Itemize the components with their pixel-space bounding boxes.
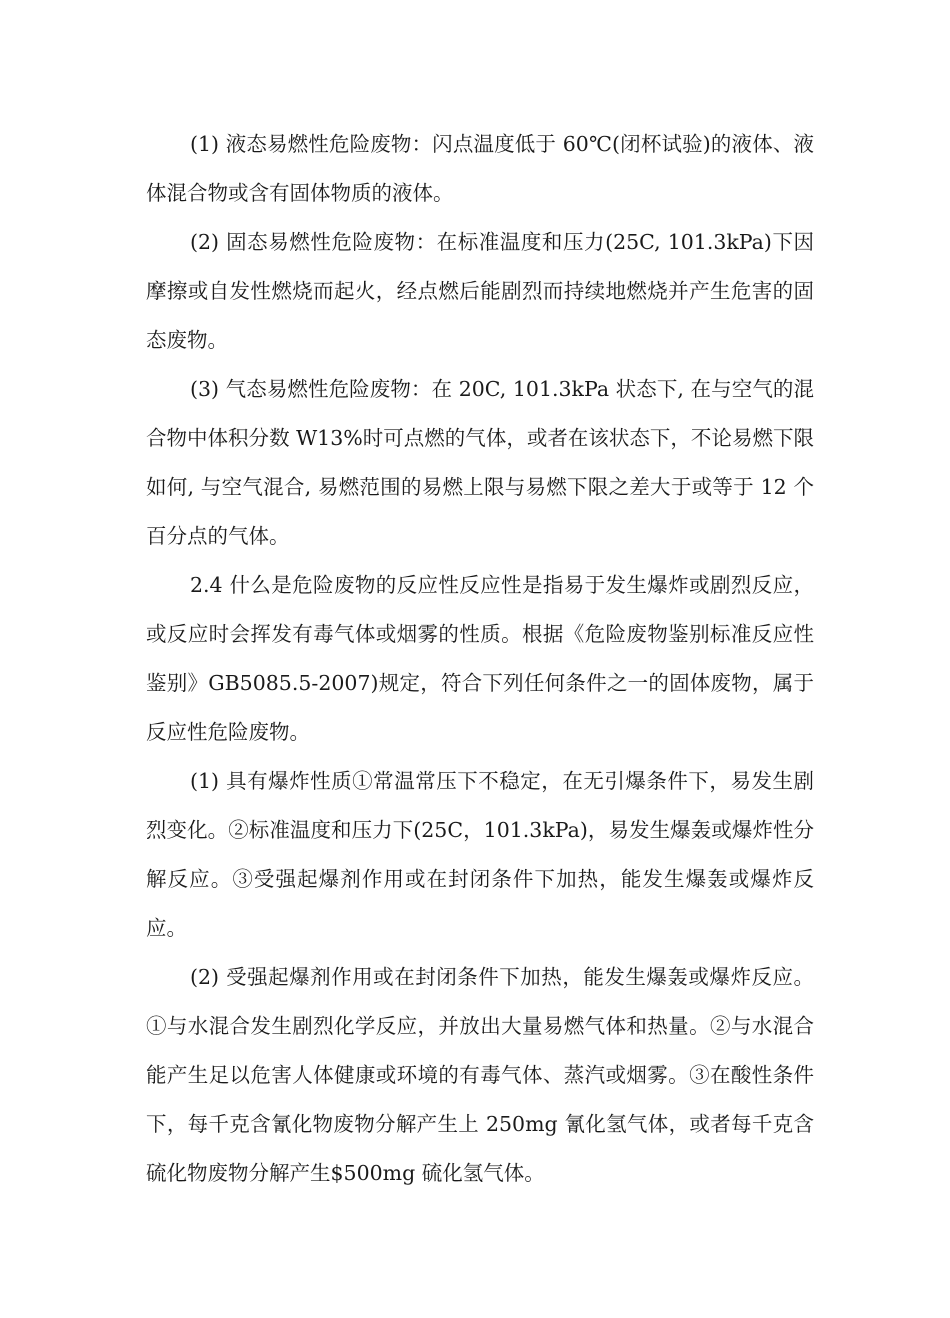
paragraph-liquid-flammable: (1) 液态易燃性危险废物：闪点温度低于 60℃(闭杯试验)的液体、液体混合物或含有固体物质的液体。 bbox=[146, 132, 814, 205]
document-body bbox=[146, 120, 814, 1198]
paragraph-reactivity-definition: 2.4 什么是危险废物的反应性反应性是指易于发生爆炸或剧烈反应，或反应时会挥发有毒气体或烟雾的性质。根据《危险废物鉴别标准反应性鉴别》GB5085.5-2007)规定，符合下列任何条件之一的固体废物，属于反应性危险废物。 bbox=[146, 573, 814, 744]
paragraph-solid-flammable: (2) 固态易燃性危险废物：在标准温度和压力(25C, 101.3kPa)下因摩擦或自发性燃烧而起火，经点燃后能剧烈而持续地燃烧并产生危害的固态废物。 bbox=[146, 230, 814, 352]
paragraph-gas-flammable: (3) 气态易燃性危险废物：在 20C, 101.3kPa 状态下, 在与空气的混合物中体积分数 W13%时可点燃的气体，或者在该状态下，不论易燃下限如何, 与空气混合, 易燃范围的易燃上限与易燃下限之差大于或等于 12 个百分点的气体。 bbox=[146, 377, 814, 548]
paragraph-water-acid-reactions: (2) 受强起爆剂作用或在封闭条件下加热，能发生爆轰或爆炸反应。①与水混合发生剧烈化学反应，并放出大量易燃气体和热量。②与水混合能产生足以危害人体健康或环境的有毒气体、蒸汽或烟雾。③在酸性条件下，每千克含氰化物废物分解产生上 250mg 氰化氢气体，或者每千克含硫化物废物分解产生$500mg 硫化氢气体。 bbox=[146, 965, 814, 1185]
paragraph-explosive-properties: (1) 具有爆炸性质①常温常压下不稳定，在无引爆条件下，易发生剧烈变化。②标准温度和压力下(25C，101.3kPa)，易发生爆轰或爆炸性分解反应。③受强起爆剂作用或在封闭条件下加热，能发生爆轰或爆炸反应。 bbox=[146, 769, 814, 940]
